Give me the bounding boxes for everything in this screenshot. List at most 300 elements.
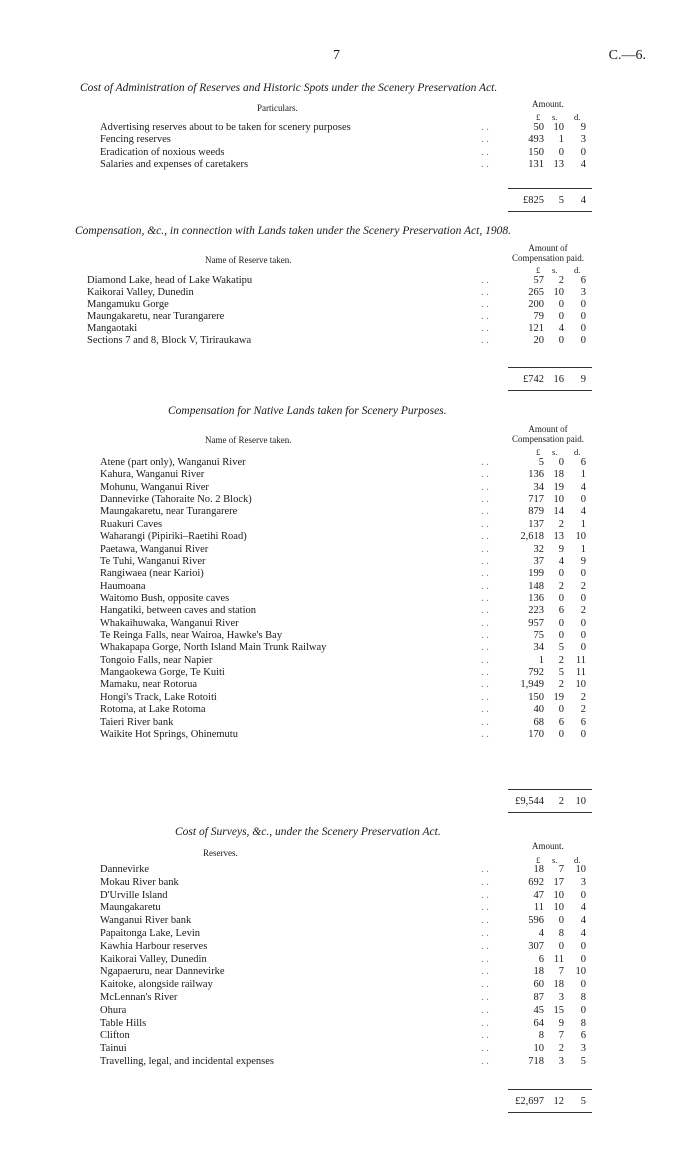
amount-shillings: 10 bbox=[553, 494, 564, 506]
amount-pence: 10 bbox=[575, 531, 586, 543]
amount-pounds: 18 bbox=[533, 864, 544, 875]
pounds-header: £ bbox=[536, 112, 541, 122]
table-row bbox=[100, 134, 600, 146]
amount-pence: 5 bbox=[580, 1056, 586, 1067]
leader-dots: . . bbox=[481, 311, 489, 322]
total-pence: 4 bbox=[580, 195, 586, 206]
table-row bbox=[100, 667, 600, 679]
amount-shillings: 10 bbox=[553, 889, 564, 901]
amount-shillings: 0 bbox=[558, 311, 564, 322]
amount-pounds: 692 bbox=[528, 876, 544, 888]
reserve-name: Kawhia Harbour reserves bbox=[100, 940, 208, 952]
amount-pence: 2 bbox=[580, 580, 586, 592]
reserve-name: Hangatiki, between caves and station bbox=[100, 605, 256, 617]
shillings-header: s. bbox=[552, 447, 558, 457]
table-row bbox=[100, 877, 600, 889]
reserve-name: Ohura bbox=[100, 1004, 127, 1016]
amount-shillings: 6 bbox=[558, 605, 564, 617]
amount-pounds: 718 bbox=[528, 1056, 544, 1067]
amount-pence: 2 bbox=[580, 605, 586, 617]
table-row bbox=[100, 1018, 600, 1030]
amount-shillings: 0 bbox=[558, 335, 564, 346]
amount-pence: 10 bbox=[575, 864, 586, 875]
amount-pence: 4 bbox=[580, 915, 586, 927]
leader-dots: . . bbox=[481, 704, 489, 716]
leader-dots: . . bbox=[481, 654, 489, 666]
column-header-reserve: Name of Reserve taken. bbox=[205, 435, 292, 445]
amount-pounds: 2,618 bbox=[520, 531, 544, 543]
pence-header: d. bbox=[574, 265, 581, 275]
amount-pounds: 47 bbox=[533, 889, 544, 901]
table-row bbox=[100, 630, 600, 642]
amount-shillings: 2 bbox=[558, 275, 564, 286]
table-row bbox=[100, 593, 600, 605]
table-row bbox=[100, 568, 600, 580]
amount-pence: 9 bbox=[580, 122, 586, 133]
amount-pence: 0 bbox=[580, 568, 586, 580]
amount-shillings: 2 bbox=[558, 654, 564, 666]
table-row bbox=[100, 864, 600, 876]
amount-shillings: 18 bbox=[553, 979, 564, 991]
amount-shillings: 13 bbox=[553, 158, 564, 170]
reserve-name: Fencing reserves bbox=[100, 134, 171, 146]
amount-pence: 10 bbox=[575, 679, 586, 691]
amount-pence: 6 bbox=[580, 716, 586, 728]
reserve-name: Mohunu, Wanganui River bbox=[100, 481, 209, 493]
total-pence: 5 bbox=[580, 1096, 586, 1107]
amount-shillings: 9 bbox=[558, 543, 564, 555]
table-row bbox=[100, 1030, 600, 1042]
table-row bbox=[100, 692, 600, 704]
amount-pence: 4 bbox=[580, 902, 586, 914]
amount-shillings: 5 bbox=[558, 667, 564, 679]
amount-pence: 0 bbox=[580, 335, 586, 346]
amount-pence: 0 bbox=[580, 1004, 586, 1016]
amount-pounds: 4 bbox=[538, 928, 544, 939]
total-pounds: £2,697 bbox=[515, 1096, 544, 1107]
amount-pence: 6 bbox=[580, 1030, 586, 1042]
amount-shillings: 19 bbox=[553, 691, 564, 703]
reserve-name: Ngapaeruru, near Dannevirke bbox=[100, 966, 225, 978]
leader-dots: . . bbox=[481, 122, 489, 133]
table-row bbox=[100, 159, 600, 171]
amount-header-line2: Compensation paid. bbox=[512, 434, 584, 444]
reserve-name: Eradication of noxious weeds bbox=[100, 146, 225, 158]
amount-pounds: 170 bbox=[528, 728, 544, 740]
reserve-name: Ruakuri Caves bbox=[100, 518, 163, 530]
amount-shillings: 0 bbox=[558, 915, 564, 927]
leader-dots: . . bbox=[481, 146, 489, 158]
total-shillings: 12 bbox=[553, 1096, 564, 1107]
reserve-name: Mangaokewa Gorge, Te Kuiti bbox=[100, 667, 225, 679]
leader-dots: . . bbox=[481, 966, 489, 978]
reserve-name: Rangiwaea (near Karioi) bbox=[100, 568, 204, 580]
section-title-surveys: Cost of Surveys, &c., under the Scenery Preservation Act. bbox=[175, 826, 441, 838]
table-row bbox=[87, 287, 600, 299]
table-row bbox=[100, 642, 600, 654]
leader-dots: . . bbox=[481, 915, 489, 927]
amount-pence: 3 bbox=[580, 1043, 586, 1055]
shillings-header: s. bbox=[552, 112, 558, 122]
total-pence: 10 bbox=[575, 796, 586, 807]
total-rule-bottom bbox=[508, 812, 592, 813]
amount-shillings: 0 bbox=[558, 299, 564, 310]
amount-pence: 1 bbox=[580, 543, 586, 555]
amount-pence: 3 bbox=[580, 134, 586, 146]
amount-pounds: 307 bbox=[528, 940, 544, 952]
table-row bbox=[100, 1043, 600, 1055]
amount-pounds: 37 bbox=[533, 555, 544, 567]
reserve-name: Clifton bbox=[100, 1030, 130, 1042]
amount-pounds: 18 bbox=[533, 966, 544, 978]
amount-pence: 8 bbox=[580, 992, 586, 1003]
reserve-name: Wanganui River bank bbox=[100, 915, 192, 927]
leader-dots: . . bbox=[481, 1043, 489, 1055]
leader-dots: . . bbox=[481, 940, 489, 952]
reserve-name: Kaikorai Valley, Dunedin bbox=[100, 953, 207, 965]
total-rule-bottom bbox=[508, 1112, 592, 1113]
amount-shillings: 2 bbox=[558, 518, 564, 530]
leader-dots: . . bbox=[481, 555, 489, 567]
reserve-name: Tainui bbox=[100, 1043, 127, 1055]
table-row bbox=[100, 1005, 600, 1017]
amount-shillings: 10 bbox=[553, 902, 564, 914]
reserve-name: Maungakaretu, near Turangarere bbox=[87, 311, 225, 322]
amount-pounds: 68 bbox=[533, 716, 544, 728]
table-row bbox=[100, 954, 600, 966]
column-header-reserve: Name of Reserve taken. bbox=[205, 255, 292, 265]
reserve-name: Kaitoke, alongside railway bbox=[100, 979, 213, 991]
shillings-header: s. bbox=[552, 265, 558, 275]
pounds-header: £ bbox=[536, 265, 541, 275]
table-row bbox=[100, 147, 600, 159]
section-title-compensation-1908: Compensation, &c., in connection with Lands taken under the Scenery Preservation Act, 1908. bbox=[75, 225, 511, 237]
amount-shillings: 3 bbox=[558, 1056, 564, 1067]
leader-dots: . . bbox=[481, 335, 489, 346]
amount-pence: 4 bbox=[580, 928, 586, 939]
pence-header: d. bbox=[574, 447, 581, 457]
amount-pounds: 596 bbox=[528, 915, 544, 927]
reserve-name: Hongi's Track, Lake Rotoiti bbox=[100, 691, 217, 703]
amount-pounds: 20 bbox=[533, 335, 544, 346]
amount-pounds: 79 bbox=[533, 311, 544, 322]
amount-shillings: 0 bbox=[558, 704, 564, 716]
amount-header-line1: Amount of bbox=[528, 424, 568, 434]
amount-shillings: 2 bbox=[558, 1043, 564, 1055]
pounds-header: £ bbox=[536, 447, 541, 457]
amount-shillings: 18 bbox=[553, 469, 564, 481]
table-row bbox=[100, 992, 600, 1004]
amount-pounds: 40 bbox=[533, 704, 544, 716]
amount-pounds: 6 bbox=[538, 953, 544, 965]
amount-pounds: 57 bbox=[533, 275, 544, 286]
amount-shillings: 10 bbox=[553, 287, 564, 298]
reserve-name: Atene (part only), Wanganui River bbox=[100, 457, 246, 468]
amount-pounds: 121 bbox=[528, 323, 544, 334]
table-row bbox=[100, 469, 600, 481]
reserve-name: Dannevirke (Tahoraite No. 2 Block) bbox=[100, 494, 252, 506]
table-row bbox=[100, 679, 600, 691]
table-row bbox=[100, 966, 600, 978]
total-rule-top bbox=[508, 367, 592, 368]
amount-pounds: 136 bbox=[528, 592, 544, 604]
amount-pounds: 64 bbox=[533, 1017, 544, 1029]
amount-pounds: 11 bbox=[533, 902, 544, 914]
table-row bbox=[100, 729, 600, 741]
leader-dots: . . bbox=[481, 531, 489, 543]
amount-shillings: 11 bbox=[553, 953, 564, 965]
leader-dots: . . bbox=[481, 1017, 489, 1029]
amount-shillings: 15 bbox=[553, 1004, 564, 1016]
amount-shillings: 0 bbox=[558, 630, 564, 642]
leader-dots: . . bbox=[481, 691, 489, 703]
column-header-reserves: Reserves. bbox=[203, 848, 238, 858]
reserve-name: Whakapapa Gorge, North Island Main Trunk Railway bbox=[100, 642, 327, 654]
table-row bbox=[100, 704, 600, 716]
table-row bbox=[100, 581, 600, 593]
amount-pounds: 792 bbox=[528, 667, 544, 679]
leader-dots: . . bbox=[481, 287, 489, 298]
table-row bbox=[100, 457, 600, 469]
reserve-name: Sections 7 and 8, Block V, Tiriraukawa bbox=[87, 335, 252, 346]
amount-pence: 0 bbox=[580, 494, 586, 506]
amount-pence: 1 bbox=[580, 469, 586, 481]
reserve-name: Maungakaretu bbox=[100, 902, 161, 914]
amount-pounds: 32 bbox=[533, 543, 544, 555]
amount-header: Amount. bbox=[532, 99, 564, 109]
reserve-name: Maungakaretu, near Turangarere bbox=[100, 506, 238, 518]
table-row bbox=[100, 979, 600, 991]
amount-shillings: 5 bbox=[558, 642, 564, 654]
amount-pence: 11 bbox=[575, 667, 586, 679]
leader-dots: . . bbox=[481, 494, 489, 506]
amount-pence: 0 bbox=[580, 323, 586, 334]
table-row bbox=[100, 544, 600, 556]
amount-pounds: 75 bbox=[533, 630, 544, 642]
amount-shillings: 7 bbox=[558, 864, 564, 875]
amount-pounds: 136 bbox=[528, 469, 544, 481]
reserve-name: Haumoana bbox=[100, 580, 146, 592]
leader-dots: . . bbox=[481, 518, 489, 530]
section-title-administration: Cost of Administration of Reserves and Historic Spots under the Scenery Preservation Act. bbox=[80, 82, 498, 94]
leader-dots: . . bbox=[481, 1030, 489, 1042]
leader-dots: . . bbox=[481, 667, 489, 679]
leader-dots: . . bbox=[481, 275, 489, 286]
amount-shillings: 10 bbox=[553, 122, 564, 133]
leader-dots: . . bbox=[481, 299, 489, 310]
total-shillings: 5 bbox=[558, 195, 564, 206]
amount-shillings: 0 bbox=[558, 592, 564, 604]
reserve-name: Salaries and expenses of caretakers bbox=[100, 158, 249, 170]
amount-shillings: 8 bbox=[558, 928, 564, 939]
reserve-name: Te Tuhi, Wanganui River bbox=[100, 555, 206, 567]
amount-pounds: 200 bbox=[528, 299, 544, 310]
amount-pence: 0 bbox=[580, 953, 586, 965]
amount-pence: 0 bbox=[580, 617, 586, 629]
reserve-name: Travelling, legal, and incidental expenses bbox=[100, 1056, 274, 1067]
amount-shillings: 0 bbox=[558, 728, 564, 740]
reserve-name: Kaikorai Valley, Dunedin bbox=[87, 287, 194, 298]
amount-shillings: 14 bbox=[553, 506, 564, 518]
leader-dots: . . bbox=[481, 158, 489, 170]
amount-pence: 9 bbox=[580, 555, 586, 567]
amount-pounds: 34 bbox=[533, 481, 544, 493]
amount-pounds: 50 bbox=[533, 122, 544, 133]
leader-dots: . . bbox=[481, 902, 489, 914]
amount-pence: 1 bbox=[580, 518, 586, 530]
amount-pence: 11 bbox=[575, 654, 586, 666]
shillings-header: s. bbox=[552, 855, 558, 865]
table-row bbox=[100, 928, 600, 940]
table-row bbox=[100, 902, 600, 914]
amount-pence: 2 bbox=[580, 704, 586, 716]
amount-pence: 3 bbox=[580, 876, 586, 888]
leader-dots: . . bbox=[481, 457, 489, 468]
amount-pence: 4 bbox=[580, 158, 586, 170]
leader-dots: . . bbox=[481, 876, 489, 888]
amount-pence: 0 bbox=[580, 728, 586, 740]
amount-pence: 0 bbox=[580, 940, 586, 952]
column-header-particulars: Particulars. bbox=[257, 103, 298, 113]
amount-pence: 0 bbox=[580, 630, 586, 642]
amount-pounds: 150 bbox=[528, 146, 544, 158]
amount-pounds: 1,949 bbox=[520, 679, 544, 691]
pence-header: d. bbox=[574, 855, 581, 865]
leader-dots: . . bbox=[481, 323, 489, 334]
reserve-name: Whakaihuwaka, Wanganui River bbox=[100, 617, 239, 629]
amount-pence: 0 bbox=[580, 642, 586, 654]
reserve-name: Mamaku, near Rotorua bbox=[100, 679, 198, 691]
table-row bbox=[100, 717, 600, 729]
leader-dots: . . bbox=[481, 642, 489, 654]
reserve-name: D'Urville Island bbox=[100, 889, 168, 901]
table-row bbox=[100, 655, 600, 667]
reserve-name: Table Hills bbox=[100, 1017, 147, 1029]
amount-shillings: 17 bbox=[553, 876, 564, 888]
leader-dots: . . bbox=[481, 543, 489, 555]
amount-pence: 10 bbox=[575, 966, 586, 978]
total-rule-top bbox=[508, 1089, 592, 1090]
leader-dots: . . bbox=[481, 469, 489, 481]
total-rule-bottom bbox=[508, 211, 592, 212]
amount-pence: 4 bbox=[580, 506, 586, 518]
amount-pounds: 87 bbox=[533, 992, 544, 1003]
table-row bbox=[87, 323, 600, 335]
amount-pounds: 131 bbox=[528, 158, 544, 170]
amount-pence: 0 bbox=[580, 979, 586, 991]
table-row bbox=[100, 494, 600, 506]
amount-pounds: 493 bbox=[528, 134, 544, 146]
leader-dots: . . bbox=[481, 592, 489, 604]
document-reference: C.—6. bbox=[608, 48, 646, 63]
table-row bbox=[100, 556, 600, 568]
amount-shillings: 0 bbox=[558, 617, 564, 629]
reserve-name: Waikite Hot Springs, Ohinemutu bbox=[100, 728, 238, 740]
amount-pence: 6 bbox=[580, 457, 586, 468]
amount-shillings: 19 bbox=[553, 481, 564, 493]
total-shillings: 16 bbox=[553, 374, 564, 385]
amount-shillings: 0 bbox=[558, 940, 564, 952]
amount-shillings: 2 bbox=[558, 679, 564, 691]
amount-pence: 0 bbox=[580, 592, 586, 604]
leader-dots: . . bbox=[481, 630, 489, 642]
amount-pounds: 45 bbox=[533, 1004, 544, 1016]
leader-dots: . . bbox=[481, 889, 489, 901]
table-row bbox=[87, 335, 600, 347]
leader-dots: . . bbox=[481, 605, 489, 617]
amount-pounds: 150 bbox=[528, 691, 544, 703]
amount-pounds: 34 bbox=[533, 642, 544, 654]
table-row bbox=[100, 890, 600, 902]
section-title-native-lands: Compensation for Native Lands taken for Scenery Purposes. bbox=[168, 405, 447, 417]
reserve-name: Papaitonga Lake, Levin bbox=[100, 928, 201, 939]
amount-shillings: 7 bbox=[558, 1030, 564, 1042]
amount-shillings: 2 bbox=[558, 580, 564, 592]
leader-dots: . . bbox=[481, 953, 489, 965]
total-rule-bottom bbox=[508, 390, 592, 391]
table-row bbox=[100, 605, 600, 617]
reserve-name: Dannevirke bbox=[100, 864, 149, 875]
leader-dots: . . bbox=[481, 728, 489, 740]
amount-shillings: 0 bbox=[558, 457, 564, 468]
reserve-name: Waitomo Bush, opposite caves bbox=[100, 592, 230, 604]
amount-pounds: 8 bbox=[538, 1030, 544, 1042]
reserve-name: Mangamuku Gorge bbox=[87, 299, 169, 310]
table-row bbox=[100, 482, 600, 494]
total-rule-top bbox=[508, 789, 592, 790]
amount-pence: 6 bbox=[580, 275, 586, 286]
reserve-name: Mokau River bank bbox=[100, 876, 179, 888]
table-row bbox=[100, 1056, 600, 1068]
amount-pounds: 957 bbox=[528, 617, 544, 629]
reserve-name: Diamond Lake, head of Lake Wakatipu bbox=[87, 275, 253, 286]
amount-shillings: 7 bbox=[558, 966, 564, 978]
amount-pounds: 223 bbox=[528, 605, 544, 617]
table-row bbox=[100, 618, 600, 630]
leader-dots: . . bbox=[481, 617, 489, 629]
leader-dots: . . bbox=[481, 679, 489, 691]
total-pence: 9 bbox=[580, 374, 586, 385]
amount-pence: 3 bbox=[580, 287, 586, 298]
amount-shillings: 4 bbox=[558, 323, 564, 334]
table-row bbox=[100, 506, 600, 518]
leader-dots: . . bbox=[481, 481, 489, 493]
table-row bbox=[100, 122, 600, 134]
reserve-name: Taieri River bank bbox=[100, 716, 174, 728]
reserve-name: Te Reinga Falls, near Wairoa, Hawke's Bay bbox=[100, 630, 283, 642]
pence-header: d. bbox=[574, 112, 581, 122]
table-row bbox=[100, 915, 600, 927]
leader-dots: . . bbox=[481, 568, 489, 580]
amount-shillings: 0 bbox=[558, 568, 564, 580]
total-shillings: 2 bbox=[558, 796, 564, 807]
table-row bbox=[100, 531, 600, 543]
reserve-name: Kahura, Wanganui River bbox=[100, 469, 205, 481]
amount-pounds: 265 bbox=[528, 287, 544, 298]
leader-dots: . . bbox=[481, 864, 489, 875]
reserve-name: McLennan's River bbox=[100, 992, 178, 1003]
total-pounds: £825 bbox=[523, 195, 544, 206]
amount-header bbox=[498, 424, 598, 444]
amount-header bbox=[498, 243, 598, 263]
table-row bbox=[87, 275, 600, 287]
amount-pence: 0 bbox=[580, 299, 586, 310]
amount-pounds: 10 bbox=[533, 1043, 544, 1055]
amount-pounds: 148 bbox=[528, 580, 544, 592]
amount-pence: 8 bbox=[580, 1017, 586, 1029]
amount-header: Amount. bbox=[532, 841, 564, 851]
amount-pounds: 199 bbox=[528, 568, 544, 580]
